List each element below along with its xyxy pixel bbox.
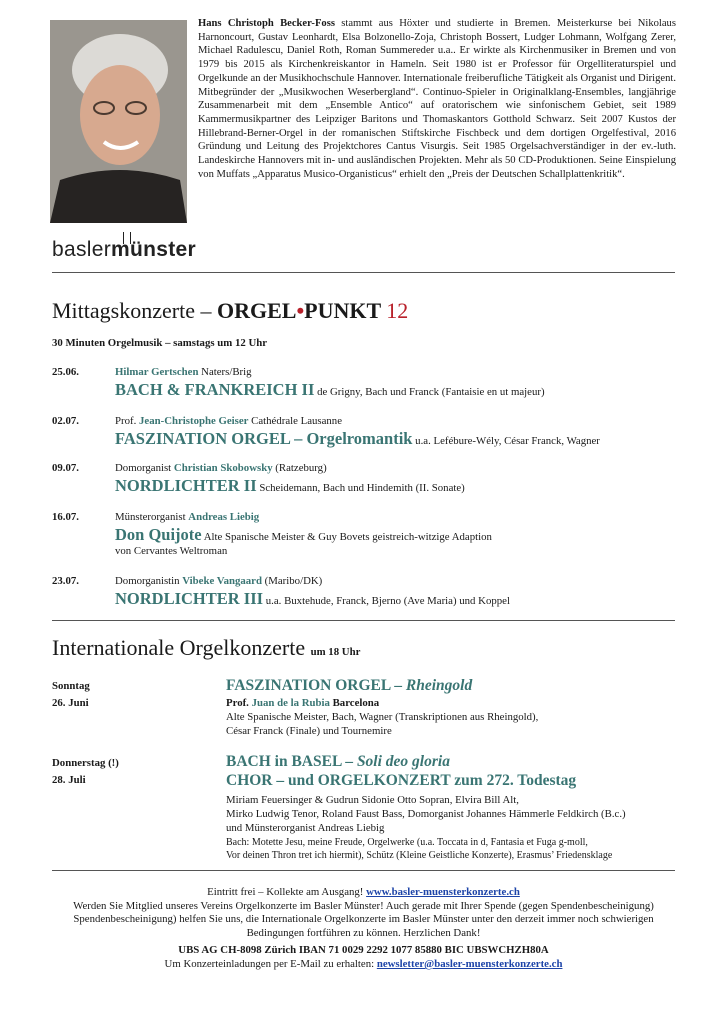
footer-membership: Werden Sie Mitglied unseres Vereins Orgelkonzerte im Basler Münster! Auch gerade mit Ihrer Spende (gegen Spendenbescheinigung) Spendenbescheinigung) helfen Sie uns, die Internationale Orgelkonzerte im Basler Münster unter den derzeit immer noch schwierigen Bedingungen fortführen zu können. Herzlichen Dank!: [73, 900, 654, 939]
concert-title: NORDLICHTER III: [115, 589, 264, 608]
midday-heading: [52, 298, 408, 324]
performer-pre: Münsterorganist: [115, 511, 189, 523]
divider: [52, 620, 675, 621]
intl-c1-program-2: César Franck (Finale) und Tournemire: [226, 725, 392, 737]
concert-title: NORDLICHTER II: [115, 476, 257, 495]
bio-text: [198, 17, 676, 181]
intl-c2-line-5: Vor deinen Thron tret ich hiermit), Schütz (Kleine Geistliche Konzerte), Erasmus’ Friedensklage: [226, 850, 613, 861]
concert-title-line: [115, 589, 510, 609]
intl-c2-title1: BACH in BASEL –: [226, 753, 357, 770]
performer-pre: Prof.: [115, 415, 139, 427]
bio-name: Hans Christoph Becker-Foss: [198, 18, 335, 29]
performer-pre: Domorganistin: [115, 575, 183, 587]
concert-performer-line: [115, 511, 259, 523]
bio-body: stammt aus Höxter und studierte in Bremen. Meisterkurse bei Nikolaus Harnoncourt, Gustav Leonhardt, Elsa Bolzonello-Zoja, Christoph Bossert, Ludger Lohmann, Wolfgang Zerer, Michael Radulescu, Daniel Roth, Roman Summereder u.a.. Er wirkte als Kirchenmusiker in Bremen und von 1979 bis 2015 als Kirchenkreiskantor in Hameln. Seit 1980 ist er Professor für Orgelliteraturspiel und Orgelkunde an der Musikhochschule Hannover. Internationale freiberufliche Tätigkeit als Organist und Dirigent. Mitbegründer der „Musikwochen Weserbergland“. Continuo-Spieler in Originalklang-Ensembles, langjährige Zusammenarbeit mit dem „Ensemble Antico“ auf oratorischem wie sinfonischem Gebiet, seit 1989 Kammermusikpartner des Leipziger Baritons und Thomaskantors Gotthold Schwarz. Seit 2007 Kustos der Hillebrand-Berner-Orgel in der romanischen Stiftskirche Fischbeck und dem dortigen Orgelfestival, 2016 Gründung und Leitung des Projektchores Cantus Visurgis. Seit 1985 Orgelsachverständiger in der ev.-luth. Landeskirche Hannovers mit in- und ausländischen Projekten. Mehr als 50 CD-Produktionen. Seine Einspielung von Muffats „Apparatus Musico-Organisticus“ erhielt den „Preis der Deutschen Schallplattenkritik“.: [198, 18, 676, 180]
intl-c2-title1-italic: Soli deo gloria: [356, 753, 450, 770]
website-link[interactable]: www.basler-muensterkonzerte.ch: [366, 886, 520, 898]
intl-c2-line-2: Mirko Ludwig Tenor, Roland Faust Bass, Domorganist Johannes Hämmerle Feldkirch (B.c.): [226, 808, 626, 820]
newsletter-email-link[interactable]: newsletter@basler-muensterkonzerte.ch: [376, 958, 563, 970]
concert-title-line: [115, 525, 492, 545]
divider: [52, 870, 675, 871]
performer-post: (Maribo/DK): [261, 575, 323, 587]
concert-details: de Grigny, Bach und Franck (Fantaisie en ut majeur): [314, 386, 545, 398]
intl-c1-performer-line: [226, 697, 379, 709]
performer-post: Barcelona: [329, 697, 380, 709]
footer-newsletter-text: Um Konzerteinladungen per E-Mail zu erhalten:: [164, 958, 377, 970]
midday-title-a: Mittagskonzerte –: [52, 298, 217, 323]
concert-date: 23.07.: [52, 575, 79, 587]
logo-bars: [123, 232, 131, 244]
intl-title: Internationale Orgelkonzerte: [52, 635, 306, 660]
midday-title-num: 12: [386, 298, 409, 323]
intl-c1-day: Sonntag: [52, 680, 90, 692]
intl-c2-title1-line: [226, 753, 450, 771]
concert-title: Don Quijote: [115, 525, 202, 544]
concert-performer-line: [115, 575, 322, 587]
midday-title-c: PUNKT: [304, 298, 387, 323]
basler-muenster-logo: [52, 238, 196, 262]
intl-c2-date: 28. Juli: [52, 774, 86, 786]
performer-name: Hilmar Gertschen: [115, 366, 199, 378]
concert-title-line: [115, 380, 545, 400]
footer-entry: [52, 886, 675, 899]
intl-c2-line-4: Bach: Motette Jesu, meine Freude, Orgelwerke (u.a. Toccata in d, Fantasia et Fuga g-moll,: [226, 837, 588, 848]
divider: [52, 272, 675, 273]
concert-date: 16.07.: [52, 511, 79, 523]
intl-c2-line-3: und Münsterorganist Andreas Liebig: [226, 822, 385, 834]
footer-entry-text: Eintritt frei – Kollekte am Ausgang!: [207, 886, 367, 898]
performer-name: Juan de la Rubia: [251, 697, 330, 709]
footer-newsletter: [52, 958, 675, 971]
concert-title: FASZINATION ORGEL – Orgelromantik: [115, 429, 413, 448]
concert-title-line: [115, 429, 600, 449]
performer-name: Jean-Christophe Geiser: [139, 415, 249, 427]
performer-name: Andreas Liebig: [188, 511, 260, 523]
intl-c1-date: 26. Juni: [52, 697, 89, 709]
concert-details: Alte Spanische Meister & Guy Bovets geistreich-witzige Adaption: [201, 531, 492, 543]
concert-details: u.a. Lefébure-Wély, César Franck, Wagner: [412, 435, 600, 447]
performer-pre: Domorganist: [115, 462, 174, 474]
concert-details: Scheidemann, Bach und Hindemith (II. Sonate): [256, 482, 465, 494]
performer-name: Christian Skobowsky: [173, 462, 273, 474]
intl-c1-program-1: Alte Spanische Meister, Bach, Wagner (Transkriptionen aus Rheingold),: [226, 711, 539, 723]
midday-title-dot: •: [296, 298, 305, 323]
performer-post: (Ratzeburg): [272, 462, 327, 474]
midday-subtitle: 30 Minuten Orgelmusik – samstags um 12 Uhr: [52, 337, 268, 349]
concert-extra: von Cervantes Weltroman: [115, 545, 228, 557]
performer-post: Naters/Brig: [198, 366, 252, 378]
performer-pre: Prof.: [226, 697, 252, 709]
concert-details: u.a. Buxtehude, Franck, Bjerno (Ave Maria) und Koppel: [263, 595, 510, 607]
intl-c1-title: FASZINATION ORGEL –: [226, 677, 406, 694]
intl-c2-title2: CHOR – und ORGELKONZERT zum 272. Todestag: [226, 772, 577, 789]
midday-title-b: ORGEL: [216, 298, 297, 323]
concert-title-line: [115, 476, 465, 496]
intl-heading: [52, 635, 360, 661]
footer-bank: UBS AG CH-8098 Zürich IBAN 71 0029 2292 1077 85880 BIC UBSWCHZH80A: [178, 944, 549, 956]
concert-date: 09.07.: [52, 462, 79, 474]
intl-c2-day: Donnerstag (!): [52, 757, 119, 769]
concert-date: 02.07.: [52, 415, 79, 427]
portrait-photo: [50, 20, 187, 223]
concert-performer-line: [115, 415, 342, 427]
intl-c2-line-1: Miriam Feuersinger & Gudrun Sidonie Otto Sopran, Elvira Bill Alt,: [226, 794, 519, 806]
logo-part2: münster: [111, 238, 196, 261]
concert-performer-line: [115, 366, 252, 378]
intl-c1-title-line: [226, 677, 472, 695]
concert-date: 25.06.: [52, 366, 79, 378]
performer-name: Vibeke Vangaard: [182, 575, 262, 587]
logo-part1: basler: [52, 238, 111, 261]
performer-post: Cathédrale Lausanne: [248, 415, 342, 427]
concert-performer-line: [115, 462, 327, 474]
concert-title: BACH & FRANKREICH II: [115, 380, 315, 399]
intl-c1-title-italic: Rheingold: [405, 677, 473, 694]
intl-time: um 18 Uhr: [310, 646, 361, 658]
